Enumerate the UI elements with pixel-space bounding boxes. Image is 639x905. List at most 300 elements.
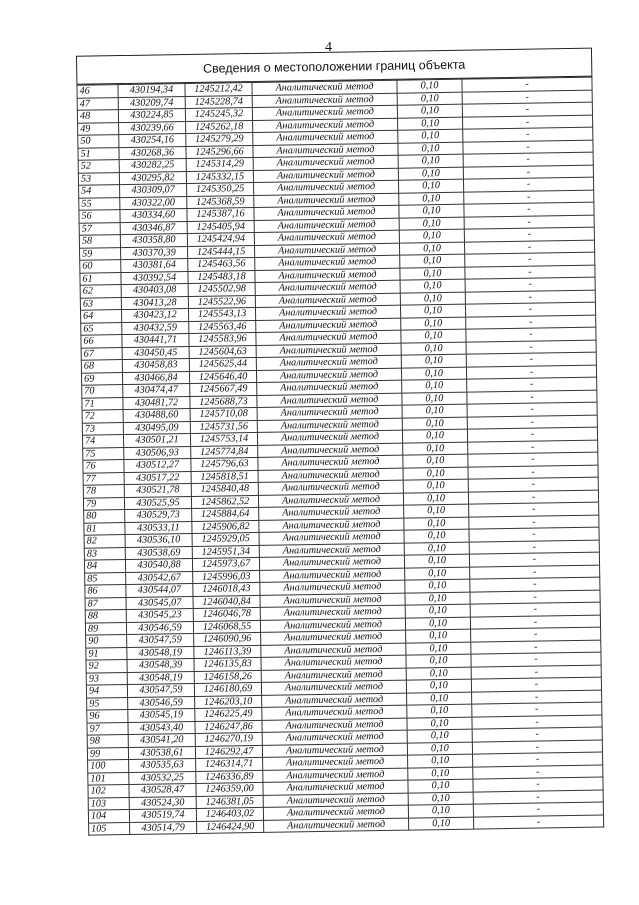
point-number: 75 bbox=[83, 447, 124, 460]
point-description: - bbox=[464, 215, 594, 230]
coord-x: 430309,07 bbox=[120, 184, 187, 198]
point-description: - bbox=[465, 302, 595, 317]
precision-value: 0,10 bbox=[399, 242, 464, 256]
precision-value: 0,10 bbox=[404, 529, 469, 543]
precision-value: 0,10 bbox=[408, 754, 473, 768]
determination-method: Аналитический метод bbox=[260, 568, 405, 583]
precision-value: 0,10 bbox=[405, 617, 470, 631]
coord-y: 1245522,96 bbox=[188, 295, 255, 309]
precision-value: 0,10 bbox=[408, 767, 473, 781]
point-description: - bbox=[465, 265, 595, 280]
coord-y: 1245862,52 bbox=[191, 495, 258, 509]
point-number: 47 bbox=[77, 97, 118, 110]
point-description: - bbox=[463, 115, 593, 130]
point-number: 97 bbox=[87, 722, 128, 735]
point-description: - bbox=[464, 240, 594, 255]
point-description: - bbox=[472, 727, 602, 742]
coord-x: 430501,21 bbox=[123, 433, 190, 447]
coord-y: 1245444,15 bbox=[188, 245, 255, 259]
coord-x: 430548,19 bbox=[127, 671, 194, 685]
point-description: - bbox=[463, 127, 593, 142]
precision-value: 0,10 bbox=[401, 367, 466, 381]
determination-method: Аналитический метод bbox=[262, 730, 407, 745]
determination-method: Аналитический метод bbox=[257, 418, 402, 433]
coord-x: 430533,11 bbox=[125, 521, 192, 535]
coord-x: 430413,28 bbox=[121, 296, 188, 310]
precision-value: 0,10 bbox=[402, 417, 467, 431]
coord-y: 1245774,84 bbox=[191, 445, 258, 459]
point-number: 91 bbox=[86, 647, 127, 660]
coord-y: 1246292,47 bbox=[195, 745, 262, 759]
point-description: - bbox=[471, 640, 601, 655]
coord-x: 430282,25 bbox=[119, 159, 186, 173]
precision-value: 0,10 bbox=[398, 129, 463, 143]
coord-y: 1245818,51 bbox=[191, 470, 258, 484]
point-number: 103 bbox=[88, 797, 129, 810]
point-description: - bbox=[472, 702, 602, 717]
coord-x: 430268,36 bbox=[119, 146, 186, 160]
determination-method: Аналитический метод bbox=[254, 243, 399, 258]
coord-x: 430295,82 bbox=[119, 171, 186, 185]
precision-value: 0,10 bbox=[402, 379, 467, 393]
precision-value: 0,10 bbox=[405, 567, 470, 581]
point-number: 94 bbox=[86, 685, 127, 698]
determination-method: Аналитический метод bbox=[263, 793, 408, 808]
determination-method: Аналитический метод bbox=[253, 168, 398, 183]
determination-method: Аналитический метод bbox=[253, 143, 398, 158]
determination-method: Аналитический метод bbox=[254, 218, 399, 233]
coord-x: 430529,73 bbox=[125, 508, 192, 522]
determination-method: Аналитический метод bbox=[259, 530, 404, 545]
point-description: - bbox=[467, 415, 597, 430]
precision-value: 0,10 bbox=[400, 304, 465, 318]
point-description: - bbox=[464, 227, 594, 242]
point-number: 68 bbox=[81, 360, 122, 373]
determination-method: Аналитический метод bbox=[263, 780, 408, 795]
point-description: - bbox=[465, 252, 595, 267]
point-number: 65 bbox=[81, 322, 122, 335]
coord-y: 1245245,32 bbox=[185, 107, 252, 121]
coord-x: 430423,12 bbox=[121, 309, 188, 323]
point-description: - bbox=[466, 340, 596, 355]
point-number: 79 bbox=[83, 497, 124, 510]
precision-value: 0,10 bbox=[401, 342, 466, 356]
determination-method: Аналитический метод bbox=[256, 343, 401, 358]
determination-method: Аналитический метод bbox=[260, 618, 405, 633]
coord-y: 1246068,55 bbox=[193, 620, 260, 634]
point-description: - bbox=[466, 352, 596, 367]
coord-x: 430535,63 bbox=[129, 758, 196, 772]
point-number: 52 bbox=[78, 160, 119, 173]
coord-y: 1245543,13 bbox=[188, 307, 255, 321]
coord-y: 1246040,84 bbox=[193, 595, 260, 609]
coord-y: 1245646,40 bbox=[189, 370, 256, 384]
point-number: 59 bbox=[80, 247, 121, 260]
coord-y: 1246018,43 bbox=[193, 582, 260, 596]
point-number: 99 bbox=[87, 747, 128, 760]
point-number: 70 bbox=[82, 385, 123, 398]
coord-y: 1245483,18 bbox=[188, 270, 255, 284]
coord-x: 430432,59 bbox=[122, 321, 189, 335]
coord-x: 430547,59 bbox=[127, 633, 194, 647]
coord-y: 1246424,90 bbox=[197, 820, 264, 834]
precision-value: 0,10 bbox=[407, 692, 472, 706]
point-description: - bbox=[470, 577, 600, 592]
coord-x: 430209,74 bbox=[118, 96, 185, 110]
determination-method: Аналитический метод bbox=[259, 518, 404, 533]
determination-method: Аналитический метод bbox=[264, 818, 409, 833]
coord-x: 430392,54 bbox=[121, 271, 188, 285]
coord-x: 430546,59 bbox=[128, 696, 195, 710]
point-description: - bbox=[466, 327, 596, 342]
coord-x: 430506,93 bbox=[124, 446, 191, 460]
coord-y: 1246203,10 bbox=[195, 695, 262, 709]
coord-y: 1246270,19 bbox=[195, 732, 262, 746]
point-description: - bbox=[468, 490, 598, 505]
point-description: - bbox=[468, 477, 598, 492]
point-description: - bbox=[470, 590, 600, 605]
coord-x: 430548,39 bbox=[127, 658, 194, 672]
coord-y: 1245463,56 bbox=[188, 257, 255, 271]
point-number: 62 bbox=[80, 285, 121, 298]
determination-method: Аналитический метод bbox=[258, 493, 403, 508]
precision-value: 0,10 bbox=[403, 479, 468, 493]
point-number: 82 bbox=[84, 535, 125, 548]
point-description: - bbox=[473, 815, 603, 830]
coord-x: 430517,22 bbox=[124, 471, 191, 485]
document-sheet bbox=[60, 48, 604, 835]
precision-value: 0,10 bbox=[403, 492, 468, 506]
coord-x: 430541,20 bbox=[128, 733, 195, 747]
precision-value: 0,10 bbox=[397, 104, 462, 118]
point-description: - bbox=[473, 777, 603, 792]
point-description: - bbox=[471, 677, 601, 692]
point-description: - bbox=[472, 740, 602, 755]
coordinates-table-body bbox=[77, 77, 604, 835]
precision-value: 0,10 bbox=[401, 354, 466, 368]
precision-value: 0,10 bbox=[405, 579, 470, 593]
point-description: - bbox=[463, 177, 593, 192]
determination-method: Аналитический метод bbox=[258, 468, 403, 483]
point-number: 85 bbox=[85, 572, 126, 585]
section-title: Сведения о местоположении границ объекта bbox=[76, 48, 592, 85]
coord-y: 1246090,96 bbox=[194, 632, 261, 646]
coord-x: 430538,69 bbox=[125, 546, 192, 560]
point-number: 69 bbox=[81, 372, 122, 385]
coord-x: 430543,40 bbox=[128, 721, 195, 735]
precision-value: 0,10 bbox=[407, 729, 472, 743]
point-description: - bbox=[463, 140, 593, 155]
precision-value: 0,10 bbox=[408, 792, 473, 806]
determination-method: Аналитический метод bbox=[261, 655, 406, 670]
point-description: - bbox=[473, 802, 603, 817]
point-number: 102 bbox=[88, 785, 129, 798]
precision-value: 0,10 bbox=[400, 292, 465, 306]
precision-value: 0,10 bbox=[406, 679, 471, 693]
determination-method: Аналитический метод bbox=[254, 180, 399, 195]
precision-value: 0,10 bbox=[399, 229, 464, 243]
coord-x: 430334,60 bbox=[120, 209, 187, 223]
point-description: - bbox=[465, 277, 595, 292]
point-number: 71 bbox=[82, 397, 123, 410]
coord-y: 1245604,63 bbox=[189, 345, 256, 359]
coord-y: 1246046,78 bbox=[193, 607, 260, 621]
point-number: 64 bbox=[80, 310, 121, 323]
point-description: - bbox=[465, 290, 595, 305]
determination-method: Аналитический метод bbox=[261, 668, 406, 683]
precision-value: 0,10 bbox=[407, 704, 472, 718]
determination-method: Аналитический метод bbox=[252, 93, 397, 108]
determination-method: Аналитический метод bbox=[256, 318, 401, 333]
coord-y: 1245387,16 bbox=[187, 207, 254, 221]
precision-value: 0,10 bbox=[399, 192, 464, 206]
determination-method: Аналитический метод bbox=[256, 330, 401, 345]
coord-y: 1245710,08 bbox=[190, 407, 257, 421]
point-number: 101 bbox=[88, 772, 129, 785]
point-number: 72 bbox=[82, 410, 123, 423]
coord-y: 1245731,56 bbox=[190, 420, 257, 434]
coord-y: 1245996,03 bbox=[193, 570, 260, 584]
coord-y: 1245884,64 bbox=[192, 507, 259, 521]
coord-x: 430466,84 bbox=[122, 371, 189, 385]
coord-x: 430381,64 bbox=[121, 259, 188, 273]
coord-y: 1245350,25 bbox=[187, 182, 254, 196]
point-description: - bbox=[472, 690, 602, 705]
coord-y: 1245840,48 bbox=[191, 482, 258, 496]
point-description: - bbox=[467, 377, 597, 392]
coord-x: 430519,74 bbox=[129, 808, 196, 822]
coord-x: 430528,47 bbox=[129, 783, 196, 797]
precision-value: 0,10 bbox=[398, 142, 463, 156]
coordinates-table bbox=[76, 77, 604, 836]
point-description: - bbox=[464, 202, 594, 217]
coord-y: 1245973,67 bbox=[192, 557, 259, 571]
coord-x: 430450,45 bbox=[122, 346, 189, 360]
coord-x: 430224,85 bbox=[118, 109, 185, 123]
point-number: 76 bbox=[83, 460, 124, 473]
precision-value: 0,10 bbox=[406, 642, 471, 656]
point-number: 48 bbox=[77, 110, 118, 123]
point-number: 78 bbox=[83, 485, 124, 498]
coord-x: 430441,71 bbox=[122, 334, 189, 348]
point-description: - bbox=[471, 652, 601, 667]
coord-y: 1245796,63 bbox=[191, 457, 258, 471]
coord-x: 430547,59 bbox=[127, 683, 194, 697]
precision-value: 0,10 bbox=[399, 217, 464, 231]
coord-x: 430512,27 bbox=[124, 458, 191, 472]
point-description: - bbox=[469, 552, 599, 567]
point-description: - bbox=[468, 465, 598, 480]
determination-method: Аналитический метод bbox=[255, 268, 400, 283]
precision-value: 0,10 bbox=[409, 817, 474, 831]
point-description: - bbox=[462, 77, 592, 92]
coord-y: 1246180,69 bbox=[194, 682, 261, 696]
precision-value: 0,10 bbox=[397, 79, 462, 93]
determination-method: Аналитический метод bbox=[257, 380, 402, 395]
coord-x: 430540,88 bbox=[125, 558, 192, 572]
precision-value: 0,10 bbox=[404, 504, 469, 518]
precision-value: 0,10 bbox=[400, 267, 465, 281]
determination-method: Аналитический метод bbox=[255, 293, 400, 308]
coord-x: 430521,78 bbox=[124, 483, 191, 497]
point-number: 54 bbox=[79, 185, 120, 198]
determination-method: Аналитический метод bbox=[252, 105, 397, 120]
coord-y: 1246359,00 bbox=[196, 782, 263, 796]
precision-value: 0,10 bbox=[403, 442, 468, 456]
coord-y: 1246314,71 bbox=[196, 757, 263, 771]
coord-x: 430544,07 bbox=[126, 583, 193, 597]
coord-y: 1246158,26 bbox=[194, 670, 261, 684]
determination-method: Аналитический метод bbox=[261, 630, 406, 645]
precision-value: 0,10 bbox=[407, 717, 472, 731]
coord-y: 1245405,94 bbox=[187, 220, 254, 234]
determination-method: Аналитический метод bbox=[261, 680, 406, 695]
precision-value: 0,10 bbox=[408, 779, 473, 793]
point-description: - bbox=[468, 452, 598, 467]
point-number: 81 bbox=[84, 522, 125, 535]
coord-x: 430254,16 bbox=[119, 134, 186, 148]
coord-x: 430403,08 bbox=[121, 284, 188, 298]
precision-value: 0,10 bbox=[405, 592, 470, 606]
determination-method: Аналитический метод bbox=[257, 430, 402, 445]
coord-x: 430370,39 bbox=[121, 246, 188, 260]
determination-method: Аналитический метод bbox=[258, 455, 403, 470]
determination-method: Аналитический метод bbox=[253, 118, 398, 133]
point-description: - bbox=[468, 440, 598, 455]
determination-method: Аналитический метод bbox=[258, 480, 403, 495]
point-number: 93 bbox=[86, 672, 127, 685]
point-number: 92 bbox=[86, 660, 127, 673]
point-number: 98 bbox=[87, 735, 128, 748]
coord-x: 430532,25 bbox=[129, 771, 196, 785]
point-number: 104 bbox=[88, 810, 129, 823]
coord-y: 1245906,82 bbox=[192, 520, 259, 534]
coord-y: 1245502,98 bbox=[188, 282, 255, 296]
coord-y: 1246336,89 bbox=[196, 770, 263, 784]
point-number: 96 bbox=[87, 710, 128, 723]
determination-method: Аналитический метод bbox=[253, 155, 398, 170]
precision-value: 0,10 bbox=[406, 667, 471, 681]
coord-y: 1246135,83 bbox=[194, 657, 261, 671]
coord-x: 430346,87 bbox=[120, 221, 187, 235]
coord-y: 1246381,05 bbox=[196, 795, 263, 809]
determination-method: Аналитический метод bbox=[262, 743, 407, 758]
determination-method: Аналитический метод bbox=[255, 255, 400, 270]
precision-value: 0,10 bbox=[398, 154, 463, 168]
precision-value: 0,10 bbox=[400, 279, 465, 293]
precision-value: 0,10 bbox=[404, 542, 469, 556]
coord-y: 1245753,14 bbox=[190, 432, 257, 446]
point-description: - bbox=[473, 765, 603, 780]
precision-value: 0,10 bbox=[404, 517, 469, 531]
coord-x: 430546,59 bbox=[126, 621, 193, 635]
point-number: 50 bbox=[78, 135, 119, 148]
point-description: - bbox=[463, 152, 593, 167]
point-description: - bbox=[472, 715, 602, 730]
coord-y: 1245296,66 bbox=[186, 145, 253, 159]
determination-method: Аналитический метод bbox=[262, 718, 407, 733]
precision-value: 0,10 bbox=[405, 604, 470, 618]
point-description: - bbox=[467, 402, 597, 417]
point-number: 63 bbox=[80, 297, 121, 310]
point-description: - bbox=[469, 540, 599, 555]
point-number: 84 bbox=[84, 560, 125, 573]
determination-method: Аналитический метод bbox=[254, 205, 399, 220]
coord-x: 430536,10 bbox=[125, 533, 192, 547]
coord-y: 1246225,49 bbox=[195, 707, 262, 721]
point-description: - bbox=[466, 365, 596, 380]
precision-value: 0,10 bbox=[403, 467, 468, 481]
coord-y: 1246403,02 bbox=[196, 807, 263, 821]
point-description: - bbox=[470, 565, 600, 580]
point-number: 89 bbox=[85, 622, 126, 635]
point-description: - bbox=[470, 615, 600, 630]
point-description: - bbox=[467, 390, 597, 405]
point-number: 74 bbox=[82, 435, 123, 448]
point-number: 83 bbox=[84, 547, 125, 560]
determination-method: Аналитический метод bbox=[257, 393, 402, 408]
determination-method: Аналитический метод bbox=[261, 643, 406, 658]
precision-value: 0,10 bbox=[406, 629, 471, 643]
point-number: 86 bbox=[85, 585, 126, 598]
coord-x: 430514,79 bbox=[130, 821, 197, 835]
point-number: 105 bbox=[89, 822, 130, 835]
point-number: 66 bbox=[81, 335, 122, 348]
precision-value: 0,10 bbox=[408, 804, 473, 818]
coord-y: 1245929,05 bbox=[192, 532, 259, 546]
determination-method: Аналитический метод bbox=[259, 505, 404, 520]
point-number: 46 bbox=[77, 85, 118, 98]
precision-value: 0,10 bbox=[398, 117, 463, 131]
coord-y: 1245279,29 bbox=[186, 132, 253, 146]
determination-method: Аналитический метод bbox=[255, 305, 400, 320]
coord-x: 430194,34 bbox=[118, 84, 185, 98]
point-number: 73 bbox=[82, 422, 123, 435]
point-number: 51 bbox=[78, 147, 119, 160]
coord-x: 430495,09 bbox=[123, 421, 190, 435]
determination-method: Аналитический метод bbox=[254, 193, 399, 208]
coord-x: 430545,07 bbox=[126, 596, 193, 610]
determination-method: Аналитический метод bbox=[258, 443, 403, 458]
point-number: 49 bbox=[78, 122, 119, 135]
coord-y: 1245625,44 bbox=[189, 357, 256, 371]
coord-y: 1245951,34 bbox=[192, 545, 259, 559]
coord-x: 430538,61 bbox=[128, 746, 195, 760]
coord-y: 1245563,46 bbox=[189, 320, 256, 334]
point-number: 57 bbox=[79, 222, 120, 235]
point-description: - bbox=[464, 190, 594, 205]
point-number: 58 bbox=[79, 235, 120, 248]
precision-value: 0,10 bbox=[399, 204, 464, 218]
point-number: 60 bbox=[80, 260, 121, 273]
point-description: - bbox=[473, 752, 603, 767]
coord-y: 1245688,73 bbox=[190, 395, 257, 409]
coord-x: 430548,19 bbox=[127, 646, 194, 660]
coord-y: 1245424,94 bbox=[187, 232, 254, 246]
determination-method: Аналитический метод bbox=[260, 593, 405, 608]
point-description: - bbox=[469, 515, 599, 530]
point-description: - bbox=[466, 315, 596, 330]
point-description: - bbox=[469, 502, 599, 517]
determination-method: Аналитический метод bbox=[255, 280, 400, 295]
determination-method: Аналитический метод bbox=[259, 555, 404, 570]
coord-x: 430239,66 bbox=[119, 121, 186, 135]
coord-x: 430481,72 bbox=[123, 396, 190, 410]
coord-x: 430524,30 bbox=[129, 796, 196, 810]
point-description: - bbox=[471, 665, 601, 680]
point-number: 77 bbox=[83, 472, 124, 485]
point-description: - bbox=[462, 102, 592, 117]
